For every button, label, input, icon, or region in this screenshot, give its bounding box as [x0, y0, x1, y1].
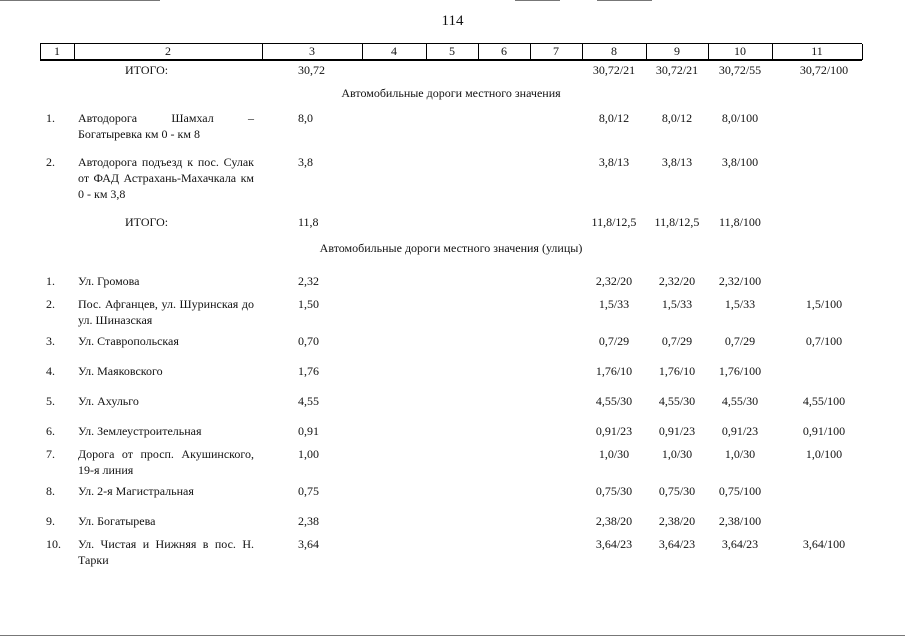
- cell-c9: 1,5/33: [661, 297, 693, 311]
- cell-c9: 0,75/30: [658, 484, 696, 498]
- cell-c9: 0,91/23: [658, 424, 696, 438]
- total-label: ИТОГО:: [125, 215, 169, 229]
- cell-length: 3,8: [298, 155, 313, 169]
- cell-c11: 1,0/100: [805, 447, 843, 461]
- cell-length: 3,64: [298, 537, 319, 551]
- header-col-number: 6: [501, 44, 507, 58]
- cell-c9: 2,38/20: [658, 514, 696, 528]
- road-name: Автодорога подъезд к пос. Сулак от ФАД Астрахань-Махачкала км 0 - км 3,8: [78, 155, 254, 201]
- row-number: 1.: [46, 111, 55, 125]
- cell-c11: 1,5/100: [805, 297, 843, 311]
- cell-c8: 11,8/12,5: [591, 215, 637, 229]
- row-number: 8.: [46, 484, 55, 498]
- cell-c9: 3,64/23: [658, 537, 696, 551]
- scan-edge-line: [515, 0, 560, 1]
- row-number: 9.: [46, 514, 55, 528]
- cell-length: 11,8: [298, 215, 319, 229]
- row-number: 7.: [46, 447, 55, 461]
- road-name: Ул. Маяковского: [78, 364, 163, 378]
- road-name: Ул. 2-я Магистральная: [78, 484, 194, 498]
- cell-c8: 3,64/23: [595, 537, 633, 551]
- cell-c8: 8,0/12: [598, 111, 630, 125]
- cell-length: 1,00: [298, 447, 319, 461]
- cell-c11: 3,64/100: [802, 537, 846, 551]
- row-number: 2.: [46, 155, 55, 169]
- header-col-number: 2: [165, 44, 171, 58]
- cell-length: 2,38: [298, 514, 319, 528]
- cell-c10: 1,76/100: [718, 364, 762, 378]
- cell-c10: 0,91/23: [721, 424, 759, 438]
- row-number: 3.: [46, 334, 55, 348]
- cell-length: 1,76: [298, 364, 319, 378]
- cell-length: 4,55: [298, 394, 319, 408]
- cell-c10: 3,8/100: [721, 155, 759, 169]
- road-name: Автодорога Шамхал – Богатыревка км 0 - км 8: [78, 111, 254, 141]
- header-col-number: 9: [674, 44, 680, 58]
- road-name: Пос. Афганцев, ул. Шуринская до ул. Шиназская: [78, 297, 254, 327]
- cell-c10: 8,0/100: [721, 111, 759, 125]
- road-name: Ул. Громова: [78, 274, 140, 288]
- cell-c8: 0,7/29: [598, 334, 630, 348]
- row-number: 1.: [46, 274, 55, 288]
- cell-length: 8,0: [298, 111, 313, 125]
- cell-c9: 0,7/29: [661, 334, 693, 348]
- cell-c11: 0,91/100: [802, 424, 846, 438]
- cell-c8: 30,72/21: [592, 63, 636, 77]
- cell-length: 0,75: [298, 484, 319, 498]
- cell-c8: 0,75/30: [595, 484, 633, 498]
- row-number: 4.: [46, 364, 55, 378]
- header-col-number: 11: [811, 44, 823, 58]
- scan-edge-line: [597, 0, 652, 1]
- cell-length: 30,72: [298, 63, 325, 77]
- cell-c11: 0,7/100: [805, 334, 843, 348]
- cell-c8: 2,38/20: [595, 514, 633, 528]
- cell-c10: 0,7/29: [724, 334, 756, 348]
- cell-c10: 2,38/100: [718, 514, 762, 528]
- cell-c10: 1,0/30: [724, 447, 756, 461]
- header-column-divider: [862, 44, 863, 60]
- scan-edge-line: [0, 0, 160, 1]
- cell-c11: 4,55/100: [802, 394, 846, 408]
- scan-edge-line: [0, 635, 905, 636]
- cell-c10: 4,55/30: [721, 394, 759, 408]
- cell-c10: 11,8/100: [719, 215, 761, 229]
- row-number: 2.: [46, 297, 55, 311]
- cell-c8: 1,76/10: [595, 364, 633, 378]
- cell-c9: 3,8/13: [661, 155, 693, 169]
- road-name: Ул. Чистая и Нижняя в пос. Н. Тарки: [78, 537, 254, 567]
- road-name: Дорога от просп. Акушинского, 19-я линия: [78, 447, 254, 477]
- cell-c10: 3,64/23: [721, 537, 759, 551]
- header-col-number: 7: [553, 44, 559, 58]
- row-number: 10.: [46, 537, 61, 551]
- cell-c10: 30,72/55: [718, 63, 762, 77]
- cell-c8: 1,0/30: [598, 447, 630, 461]
- cell-c8: 2,32/20: [595, 274, 633, 288]
- cell-c8: 3,8/13: [598, 155, 630, 169]
- cell-c8: 4,55/30: [595, 394, 633, 408]
- cell-length: 2,32: [298, 274, 319, 288]
- cell-c9: 4,55/30: [658, 394, 696, 408]
- cell-c9: 1,76/10: [658, 364, 696, 378]
- header-col-number: 4: [391, 44, 397, 58]
- row-number: 6.: [46, 424, 55, 438]
- header-col-number: 8: [611, 44, 617, 58]
- total-label: ИТОГО:: [125, 63, 169, 77]
- cell-c9: 11,8/12,5: [654, 215, 700, 229]
- road-name: Ул. Богатырева: [78, 514, 156, 528]
- cell-c10: 2,32/100: [718, 274, 762, 288]
- road-name: Ул. Ставропольская: [78, 334, 179, 348]
- header-col-number: 10: [734, 44, 746, 58]
- row-number: 5.: [46, 394, 55, 408]
- cell-length: 0,70: [298, 334, 319, 348]
- header-col-number: 3: [309, 44, 315, 58]
- section-heading: Автомобильные дороги местного значения: [341, 86, 561, 100]
- cell-length: 0,91: [298, 424, 319, 438]
- cell-c10: 0,75/100: [718, 484, 762, 498]
- road-name: Ул. Землеустроительная: [78, 424, 202, 438]
- cell-c8: 0,91/23: [595, 424, 633, 438]
- cell-c9: 30,72/21: [655, 63, 699, 77]
- cell-length: 1,50: [298, 297, 319, 311]
- road-name: Ул. Ахульго: [78, 394, 139, 408]
- cell-c9: 2,32/20: [658, 274, 696, 288]
- header-bottom-border: [40, 59, 862, 61]
- page-number: 114: [441, 13, 464, 29]
- header-col-number: 1: [54, 44, 60, 58]
- section-heading: Автомобильные дороги местного значения (улицы): [319, 241, 583, 255]
- cell-c10: 1,5/33: [724, 297, 756, 311]
- cell-c9: 8,0/12: [661, 111, 693, 125]
- cell-c11: 30,72/100: [799, 63, 849, 77]
- cell-c8: 1,5/33: [598, 297, 630, 311]
- header-col-number: 5: [449, 44, 455, 58]
- cell-c9: 1,0/30: [661, 447, 693, 461]
